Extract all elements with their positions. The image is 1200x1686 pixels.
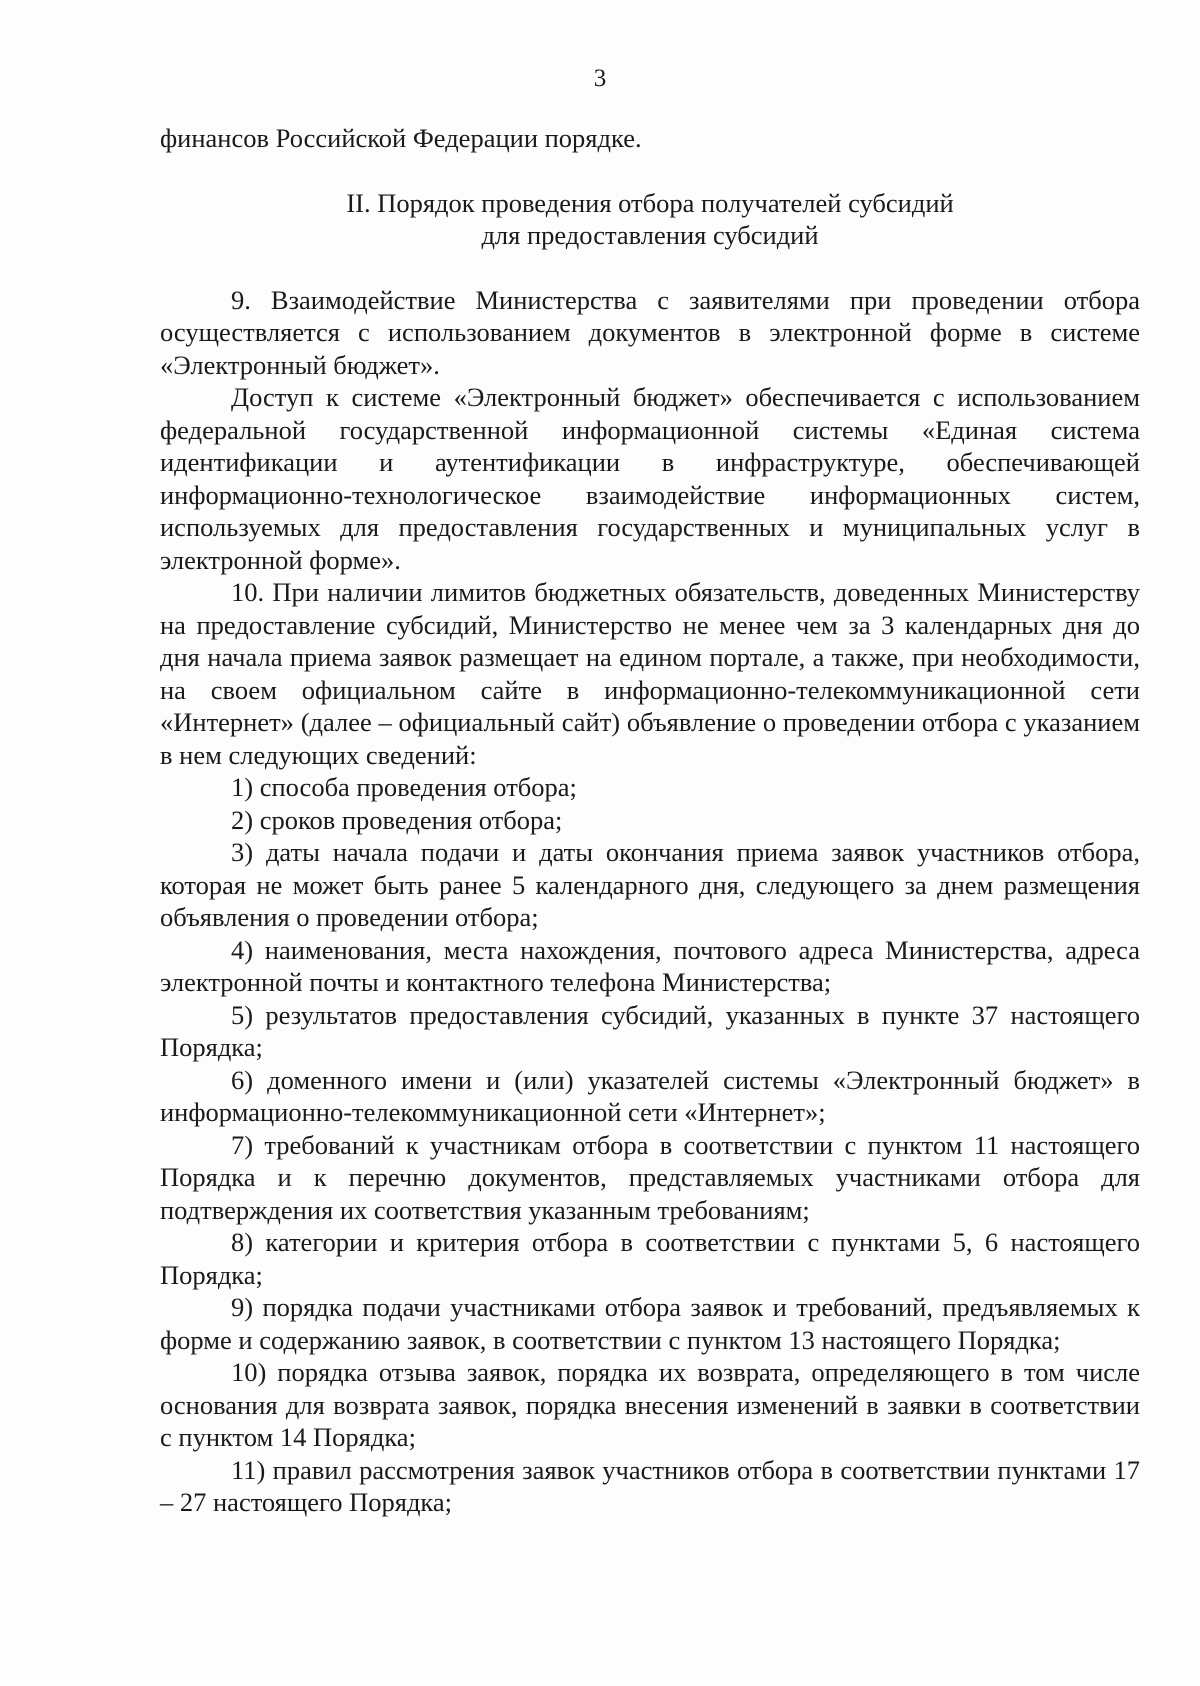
- list-item-1: 1) способа проведения отбора;: [231, 772, 577, 802]
- list-item-8: 8) категории и критерия отбора в соответствии с пунктами 5, 6 настоящего Порядка;: [160, 1227, 1140, 1290]
- paragraph-access: Доступ к системе «Электронный бюджет» обеспечивается с использованием федеральной государственной информационной системы «Единая система идентификации и аутентификации в инфраструктуре, обеспечивающей информационно-технологическое взаимодействие информационных систем, используемых для предоставления государственных и муниципальных услуг в электронной форме».: [160, 382, 1140, 575]
- list-item-6: 6) доменного имени и (или) указателей системы «Электронный бюджет» в информационно-телекоммуникационной сети «Интернет»;: [160, 1064, 1140, 1127]
- document-body: [160, 122, 1140, 1519]
- list-item-7: 7) требований к участникам отбора в соответствии с пунктом 11 настоящего Порядка и к перечню документов, представляемых участниками отбора для подтверждения их соответствия указанным требованиям;: [160, 1129, 1140, 1225]
- section-heading: [160, 187, 1140, 252]
- list-item-3: 3) даты начала подачи и даты окончания приема заявок участников отбора, которая не может быть ранее 5 календарного дня, следующего за днем размещения объявления о проведении отбора;: [160, 837, 1140, 932]
- section-heading-line-1: II. Порядок проведения отбора получателей субсидий: [346, 187, 954, 218]
- list-item-5: 5) результатов предоставления субсидий, указанных в пункте 37 настоящего Порядка;: [160, 999, 1140, 1062]
- list-item-9: 9) порядка подачи участниками отбора заявок и требований, предъявляемых к форме и содержанию заявок, в соответствии с пунктом 13 настоящего Порядка;: [160, 1292, 1140, 1355]
- paragraph-10: 10. При наличии лимитов бюджетных обязательств, доведенных Министерству на предоставление субсидий, Министерство не менее чем за 3 календарных дня до дня начала приема заявок размещает на едином портале, а также, при необходимости, на своем официальном сайте в информационно-телекоммуникационной сети «Интернет» (далее – официальный сайт) объявление о проведении отбора с указанием в нем следующих сведений:: [160, 577, 1140, 770]
- list-item-11: 11) правил рассмотрения заявок участников отбора в соответствии пунктами 17 – 27 настоящего Порядка;: [160, 1454, 1140, 1517]
- section-heading-line-2: для предоставления субсидий: [481, 220, 819, 250]
- list-item-10: 10) порядка отзыва заявок, порядка их возврата, определяющего в том числе основания для возврата заявок, порядка внесения изменений в заявки в соответствии с пунктом 14 Порядка;: [160, 1357, 1140, 1452]
- list-item-2: 2) сроков проведения отбора;: [231, 804, 563, 835]
- page-number: 3: [593, 65, 607, 92]
- paragraph-9: 9. Взаимодействие Министерства с заявителями при проведении отбора осуществляется с использованием документов в электронной форме в системе «Электронный бюджет».: [160, 284, 1140, 380]
- list-item-4: 4) наименования, места нахождения, почтового адреса Министерства, адреса электронной почты и контактного телефона Министерства;: [160, 934, 1140, 997]
- continuation-line: финансов Российской Федерации порядке.: [160, 123, 642, 153]
